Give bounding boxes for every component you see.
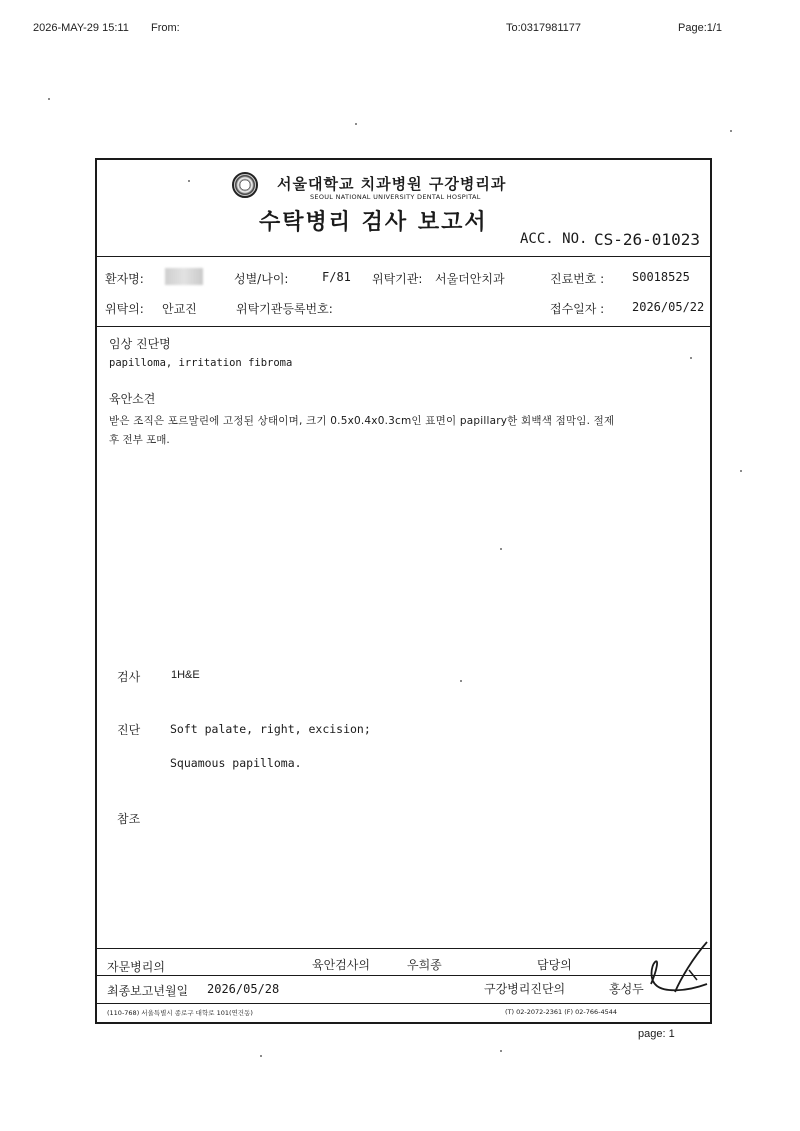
- redacted-patient-name: [165, 268, 203, 285]
- reference-label: 참조: [117, 812, 141, 826]
- page-number: page: 1: [638, 1028, 675, 1040]
- gross-examiner-label: 육안검사의: [312, 958, 370, 972]
- fax-datetime: 2026-MAY-29 15:11: [33, 22, 129, 34]
- divider: [97, 256, 710, 257]
- doctor-label: 위탁의:: [105, 302, 144, 316]
- hospital-phone-fax: (T) 02-2072-2361 (F) 02-766-4544: [505, 1008, 618, 1016]
- final-report-date-value: 2026/05/28: [207, 982, 280, 996]
- divider: [97, 975, 710, 976]
- gross-findings-line-1: 받은 조직은 포르말린에 고정된 상태이며, 크기 0.5x0.4x0.3cm인 표면이 papillary한 회백색 점막임. 절제: [109, 415, 615, 427]
- scan-speck: [260, 1055, 262, 1057]
- sex-age-value: F/81: [322, 270, 351, 284]
- clinical-diagnosis-heading: 임상 진단명: [109, 337, 171, 351]
- scan-speck: [690, 357, 692, 359]
- acc-no-label: ACC. NO.: [520, 231, 588, 247]
- acc-no-value: CS-26-01023: [594, 230, 700, 249]
- gross-examiner-name: 우희종: [407, 958, 442, 972]
- institution-label: 위탁기관:: [372, 272, 423, 286]
- chart-no-value: S0018525: [632, 270, 690, 284]
- final-report-date-label: 최종보고년월일: [107, 984, 189, 998]
- fax-to-number: To:0317981177: [506, 22, 582, 34]
- oral-pathologist-label: 구강병리진단의: [484, 982, 566, 996]
- oral-pathologist-name: 홍성두: [609, 982, 644, 996]
- report-title: 수탁병리 검사 보고서: [259, 210, 488, 235]
- report-frame: [95, 158, 712, 1024]
- doctor-value: 안교진: [162, 302, 197, 316]
- patient-name-label: 환자명:: [105, 272, 144, 286]
- registration-no-label: 위탁기관등록번호:: [236, 302, 333, 316]
- fax-page-indicator: Page:1/1: [678, 22, 723, 34]
- scan-speck: [355, 123, 357, 125]
- received-date-value: 2026/05/22: [632, 300, 705, 314]
- pathologist-signature: [645, 940, 715, 1000]
- clinical-diagnosis-text: papilloma, irritation fibroma: [109, 357, 293, 369]
- diagnosis-line-1: Soft palate, right, excision;: [170, 722, 371, 736]
- scan-speck: [740, 470, 742, 472]
- diagnosis-label: 진단: [117, 723, 141, 737]
- divider: [97, 1003, 710, 1004]
- test-label: 검사: [117, 670, 141, 684]
- sex-age-label: 성별/나이:: [234, 272, 289, 286]
- hospital-name-en: SEOUL NATIONAL UNIVERSITY DENTAL HOSPITAL: [310, 193, 481, 201]
- scan-speck: [460, 680, 462, 682]
- scan-speck: [730, 130, 732, 132]
- institution-value: 서울더안치과: [435, 272, 505, 286]
- scan-speck: [48, 98, 50, 100]
- consult-pathologist-label: 자문병리의: [107, 960, 165, 974]
- hospital-name-kr: 서울대학교 치과병원 구강병리과: [277, 175, 507, 193]
- test-value: 1H&E: [171, 669, 200, 681]
- diagnosis-line-2: Squamous papilloma.: [170, 756, 302, 770]
- chart-no-label: 진료번호 :: [550, 272, 605, 286]
- fax-from-label: From:: [151, 22, 180, 34]
- hospital-address: (110-768) 서울특별시 종로구 대학로 101(연건동): [107, 1009, 253, 1017]
- divider: [97, 948, 710, 949]
- gross-findings-line-2: 후 전부 포매.: [109, 434, 170, 446]
- scan-speck: [188, 180, 190, 182]
- scan-speck: [500, 1050, 502, 1052]
- university-seal-icon: [232, 172, 258, 198]
- received-date-label: 접수일자 :: [550, 302, 605, 316]
- attending-label: 담당의: [537, 958, 572, 972]
- gross-findings-heading: 육안소견: [109, 392, 156, 406]
- divider: [97, 326, 710, 327]
- scan-speck: [500, 548, 502, 550]
